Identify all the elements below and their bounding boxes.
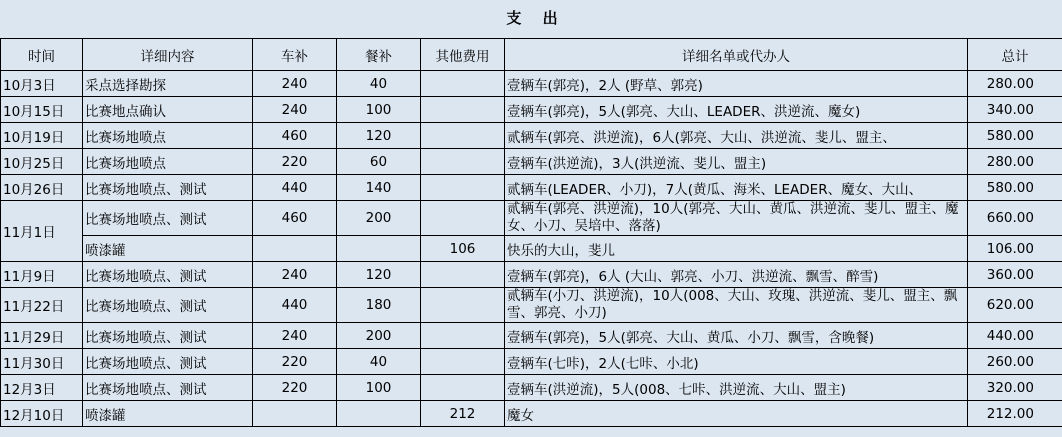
- header-total[interactable]: 总计: [968, 39, 1062, 71]
- cell-date[interactable]: 11月22日: [1, 288, 83, 323]
- cell-meal[interactable]: 200: [337, 201, 421, 236]
- cell-car[interactable]: 220: [253, 349, 337, 375]
- cell-detail[interactable]: 快乐的大山，斐儿: [505, 236, 968, 262]
- cell-meal[interactable]: 60: [337, 149, 421, 175]
- cell-content[interactable]: 比赛场地喷点、测试: [83, 262, 253, 288]
- table-row: [1, 201, 1062, 236]
- cell-detail[interactable]: 魔女: [505, 401, 968, 427]
- cell-total[interactable]: 620.00: [968, 288, 1062, 323]
- cell-content[interactable]: 比赛场地喷点、测试: [83, 175, 253, 201]
- cell-content[interactable]: 比赛场地喷点、测试: [83, 375, 253, 401]
- table-row: [1, 288, 1062, 323]
- cell-car[interactable]: 440: [253, 175, 337, 201]
- cell-content[interactable]: 比赛场地喷点、测试: [83, 349, 253, 375]
- table-row: [1, 71, 1062, 97]
- cell-date[interactable]: 10月3日: [1, 71, 83, 97]
- cell-meal[interactable]: 120: [337, 262, 421, 288]
- cell-content[interactable]: 喷漆罐: [83, 401, 253, 427]
- cell-car[interactable]: 240: [253, 323, 337, 349]
- cell-car[interactable]: [253, 236, 337, 262]
- cell-total[interactable]: 280.00: [968, 71, 1062, 97]
- table-row: [1, 123, 1062, 149]
- cell-content[interactable]: 比赛场地喷点、测试: [83, 323, 253, 349]
- table-row: [1, 149, 1062, 175]
- cell-date[interactable]: 12月3日: [1, 375, 83, 401]
- table-row: [1, 375, 1062, 401]
- cell-detail[interactable]: 贰辆车(郭亮、洪逆流)，6人(郭亮、大山、洪逆流、斐儿、盟主、: [505, 123, 968, 149]
- cell-car[interactable]: 440: [253, 288, 337, 323]
- cell-other[interactable]: [421, 175, 505, 201]
- cell-content[interactable]: 比赛地点确认: [83, 97, 253, 123]
- cell-other[interactable]: [421, 375, 505, 401]
- cell-content[interactable]: 比赛场地喷点、测试: [83, 201, 253, 236]
- cell-detail[interactable]: 壹辆车(郭亮)，6人 (大山、郭亮、小刀、洪逆流、飘雪、醉雪): [505, 262, 968, 288]
- cell-total[interactable]: 440.00: [968, 323, 1062, 349]
- cell-car[interactable]: 240: [253, 97, 337, 123]
- cell-meal[interactable]: 100: [337, 97, 421, 123]
- header-car[interactable]: 车补: [253, 39, 337, 71]
- cell-total[interactable]: 280.00: [968, 149, 1062, 175]
- cell-content[interactable]: 采点选择勘探: [83, 71, 253, 97]
- cell-detail[interactable]: 壹辆车(郭亮)，5人(郭亮、大山、黄瓜、小刀、飘雪，含晚餐): [505, 323, 968, 349]
- cell-car[interactable]: 240: [253, 262, 337, 288]
- cell-total[interactable]: 320.00: [968, 375, 1062, 401]
- header-detail[interactable]: 详细名单或代办人: [505, 39, 968, 71]
- cell-other[interactable]: [421, 149, 505, 175]
- cell-detail[interactable]: 贰辆车(小刀、洪逆流)，10人(008、大山、玫瑰、洪逆流、斐儿、盟主、飘雪、郭亮、小刀): [505, 288, 968, 323]
- cell-meal[interactable]: 100: [337, 375, 421, 401]
- cell-meal[interactable]: 140: [337, 175, 421, 201]
- cell-meal[interactable]: 180: [337, 288, 421, 323]
- cell-car[interactable]: 220: [253, 149, 337, 175]
- cell-meal[interactable]: [337, 236, 421, 262]
- cell-total[interactable]: 580.00: [968, 123, 1062, 149]
- cell-detail[interactable]: 壹辆车(郭亮)，2人 (野草、郭亮): [505, 71, 968, 97]
- cell-other[interactable]: [421, 349, 505, 375]
- table-row: [1, 236, 1062, 262]
- cell-car[interactable]: 220: [253, 375, 337, 401]
- cell-other[interactable]: [421, 201, 505, 236]
- cell-total[interactable]: 212.00: [968, 401, 1062, 427]
- cell-content[interactable]: 比赛场地喷点: [83, 123, 253, 149]
- cell-meal[interactable]: [337, 401, 421, 427]
- header-content[interactable]: 详细内容: [83, 39, 253, 71]
- table-row: [1, 262, 1062, 288]
- cell-other[interactable]: [421, 323, 505, 349]
- cell-other[interactable]: [421, 288, 505, 323]
- header-other[interactable]: 其他费用: [421, 39, 505, 71]
- cell-detail[interactable]: 壹辆车(洪逆流)，5人(008、七咔、洪逆流、大山、盟主): [505, 375, 968, 401]
- cell-meal[interactable]: 40: [337, 349, 421, 375]
- table-row: [1, 349, 1062, 375]
- cell-date[interactable]: 10月26日: [1, 175, 83, 201]
- cell-date[interactable]: 10月25日: [1, 149, 83, 175]
- cell-car[interactable]: 240: [253, 71, 337, 97]
- cell-detail[interactable]: 壹辆车(七咔)，2人(七咔、小北): [505, 349, 968, 375]
- cell-car[interactable]: 460: [253, 123, 337, 149]
- cell-car[interactable]: 460: [253, 201, 337, 236]
- cell-date[interactable]: 10月19日: [1, 123, 83, 149]
- header-date[interactable]: 时间: [1, 39, 83, 71]
- sheet-title: 支 出: [506, 9, 566, 27]
- cell-other[interactable]: [421, 97, 505, 123]
- cell-other[interactable]: 106: [421, 236, 505, 262]
- cell-meal[interactable]: 200: [337, 323, 421, 349]
- expense-table: [0, 38, 1062, 427]
- cell-date[interactable]: 12月10日: [1, 401, 83, 427]
- cell-date[interactable]: 11月30日: [1, 349, 83, 375]
- table-row: [1, 401, 1062, 427]
- cell-detail[interactable]: 贰辆车(郭亮、洪逆流)，10人(郭亮、大山、黄瓜、洪逆流、斐儿、盟主、魔女、小刀、吴培中、落落): [505, 201, 968, 236]
- header-meal[interactable]: 餐补: [337, 39, 421, 71]
- cell-date[interactable]: 11月9日: [1, 262, 83, 288]
- cell-total[interactable]: 340.00: [968, 97, 1062, 123]
- cell-date[interactable]: 10月15日: [1, 97, 83, 123]
- cell-content[interactable]: 比赛场地喷点、测试: [83, 288, 253, 323]
- cell-other[interactable]: [421, 262, 505, 288]
- cell-other[interactable]: [421, 123, 505, 149]
- cell-content[interactable]: 喷漆罐: [83, 236, 253, 262]
- cell-car[interactable]: [253, 401, 337, 427]
- table-row: [1, 323, 1062, 349]
- cell-total[interactable]: 360.00: [968, 262, 1062, 288]
- cell-content[interactable]: 比赛场地喷点: [83, 149, 253, 175]
- cell-detail[interactable]: 贰辆车(LEADER、小刀)，7人(黄瓜、海米、LEADER、魔女、大山、: [505, 175, 968, 201]
- cell-meal[interactable]: 40: [337, 71, 421, 97]
- cell-total[interactable]: 260.00: [968, 349, 1062, 375]
- cell-date[interactable]: 11月29日: [1, 323, 83, 349]
- cell-date[interactable]: 11月1日: [1, 201, 83, 262]
- table-row: [1, 175, 1062, 201]
- cell-total[interactable]: 660.00: [968, 201, 1062, 236]
- cell-detail[interactable]: 壹辆车(洪逆流)，3人(洪逆流、斐儿、盟主): [505, 149, 968, 175]
- header-row: [1, 39, 1062, 71]
- cell-other[interactable]: 212: [421, 401, 505, 427]
- cell-other[interactable]: [421, 71, 505, 97]
- cell-meal[interactable]: 120: [337, 123, 421, 149]
- cell-detail[interactable]: 壹辆车(郭亮)，5人(郭亮、大山、LEADER、洪逆流、魔女): [505, 97, 968, 123]
- cell-total[interactable]: 580.00: [968, 175, 1062, 201]
- table-row: [1, 97, 1062, 123]
- cell-total[interactable]: 106.00: [968, 236, 1062, 262]
